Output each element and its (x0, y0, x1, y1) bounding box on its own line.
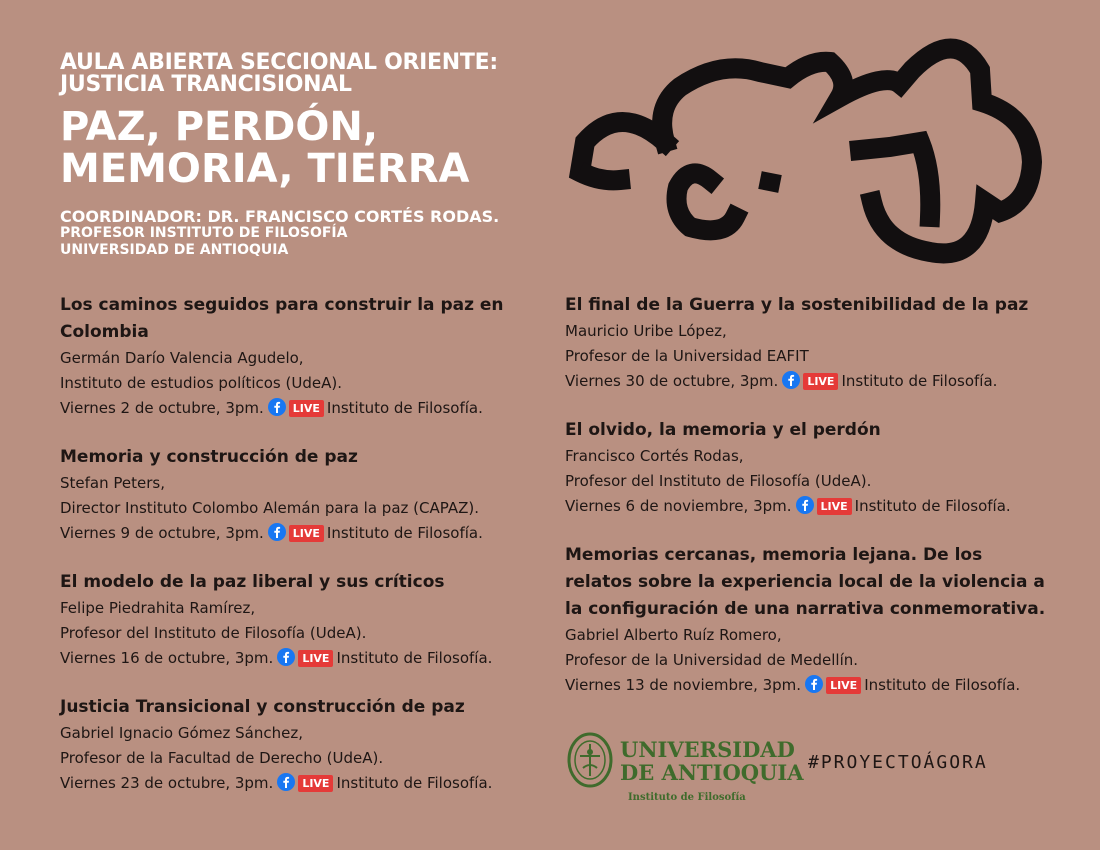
talk-item (565, 292, 1055, 397)
poster-title (60, 106, 499, 190)
talk-affiliation: Profesor de la Universidad de Medellín. (565, 651, 859, 669)
talk-platform: Instituto de Filosofía. (841, 372, 998, 390)
facebook-icon (277, 648, 295, 674)
institute-name: Instituto de Filosofía (628, 792, 746, 803)
talk-schedule (60, 646, 550, 674)
kicker-line-1: AULA ABIERTA SECCIONAL ORIENTE: (60, 50, 498, 75)
talk-speaker: Francisco Cortés Rodas, (565, 447, 744, 465)
talk-date: Viernes 2 de octubre, 3pm. (60, 399, 264, 417)
talk-title: El final de la Guerra y la sostenibilidad de la paz (565, 295, 1029, 315)
talk-affiliation: Instituto de estudios políticos (UdeA). (60, 374, 342, 392)
talks-column-right (565, 292, 1055, 721)
university-name (620, 738, 803, 784)
facebook-icon (277, 773, 295, 799)
university-name-line-2: DE ANTIOQUIA (620, 760, 804, 785)
live-badge: LIVE (298, 650, 333, 667)
talk-platform: Instituto de Filosofía. (336, 649, 493, 667)
talk-schedule (60, 396, 550, 424)
talk-affiliation: Profesor del Instituto de Filosofía (UdeA). (565, 472, 872, 490)
title-line-2: MEMORIA, TIERRA (60, 146, 470, 192)
talk-item (565, 417, 1055, 522)
talk-date: Viernes 23 de octubre, 3pm. (60, 774, 274, 792)
coordinator-name: COORDINADOR: DR. FRANCISCO CORTÉS RODAS. (60, 207, 500, 226)
talk-affiliation: Profesor del Instituto de Filosofía (UdeA). (60, 624, 367, 642)
talk-affiliation: Profesor de la Facultad de Derecho (UdeA). (60, 749, 384, 767)
talk-platform: Instituto de Filosofía. (864, 676, 1021, 694)
poster-header (60, 52, 499, 259)
talk-date: Viernes 6 de noviembre, 3pm. (565, 497, 792, 515)
coordinator-role-1: PROFESOR INSTITUTO DE FILOSOFÍA (60, 225, 348, 241)
talk-platform: Instituto de Filosofía. (326, 524, 483, 542)
talk-speaker: Mauricio Uribe López, (565, 322, 727, 340)
talk-speaker: Stefan Peters, (60, 474, 165, 492)
live-badge: LIVE (817, 498, 852, 515)
talk-date: Viernes 9 de octubre, 3pm. (60, 524, 264, 542)
talk-title: Los caminos seguidos para construir la paz en Colombia (60, 295, 504, 342)
live-badge: LIVE (289, 400, 324, 417)
university-seal-icon (566, 732, 614, 794)
talk-affiliation: Director Instituto Colombo Alemán para la paz (CAPAZ). (60, 499, 479, 517)
kicker-line-2: JUSTICIA TRANCISIONAL (60, 72, 352, 97)
facebook-icon (796, 496, 814, 522)
facebook-icon (782, 371, 800, 397)
talk-title: Justicia Transicional y construcción de paz (60, 697, 465, 717)
coordinator-role-2: UNIVERSIDAD DE ANTIOQUIA (60, 242, 289, 258)
talk-date: Viernes 16 de octubre, 3pm. (60, 649, 274, 667)
talk-item (60, 292, 550, 424)
talk-item (60, 694, 550, 799)
university-name-line-1: UNIVERSIDAD (620, 737, 795, 762)
talk-speaker: Gabriel Ignacio Gómez Sánchez, (60, 724, 303, 742)
talk-platform: Instituto de Filosofía. (854, 497, 1011, 515)
facebook-icon (805, 675, 823, 701)
live-badge: LIVE (803, 373, 838, 390)
talk-date: Viernes 30 de octubre, 3pm. (565, 372, 779, 390)
talk-item (60, 444, 550, 549)
hashtag: #PROYECTOÁGORA (808, 752, 988, 773)
talk-date: Viernes 13 de noviembre, 3pm. (565, 676, 802, 694)
talks-column-left (60, 292, 550, 819)
talk-speaker: Germán Darío Valencia Agudelo, (60, 349, 304, 367)
talk-affiliation: Profesor de la Universidad EAFIT (565, 347, 809, 365)
talk-schedule (60, 521, 550, 549)
talk-speaker: Felipe Piedrahita Ramírez, (60, 599, 256, 617)
live-badge: LIVE (289, 525, 324, 542)
talk-title: El modelo de la paz liberal y sus críticos (60, 572, 445, 592)
talk-title: El olvido, la memoria y el perdón (565, 420, 881, 440)
abstract-sculpture-logo (560, 22, 1060, 280)
talk-schedule (565, 673, 1055, 701)
talk-platform: Instituto de Filosofía. (326, 399, 483, 417)
talk-schedule (565, 494, 1055, 522)
talk-title: Memoria y construcción de paz (60, 447, 358, 467)
talk-title: Memorias cercanas, memoria lejana. De los relatos sobre la experiencia local de la violencia a la configuración de una narrativa conmemorativa. (565, 545, 1046, 619)
facebook-icon (268, 398, 286, 424)
coordinator-block (60, 208, 499, 259)
live-badge: LIVE (298, 775, 333, 792)
talk-platform: Instituto de Filosofía. (336, 774, 493, 792)
title-line-1: PAZ, PERDÓN, (60, 104, 379, 150)
talk-schedule (60, 771, 550, 799)
talk-schedule (565, 369, 1055, 397)
talk-speaker: Gabriel Alberto Ruíz Romero, (565, 626, 782, 644)
talk-item (60, 569, 550, 674)
live-badge: LIVE (826, 677, 861, 694)
talk-item (565, 542, 1055, 701)
facebook-icon (268, 523, 286, 549)
